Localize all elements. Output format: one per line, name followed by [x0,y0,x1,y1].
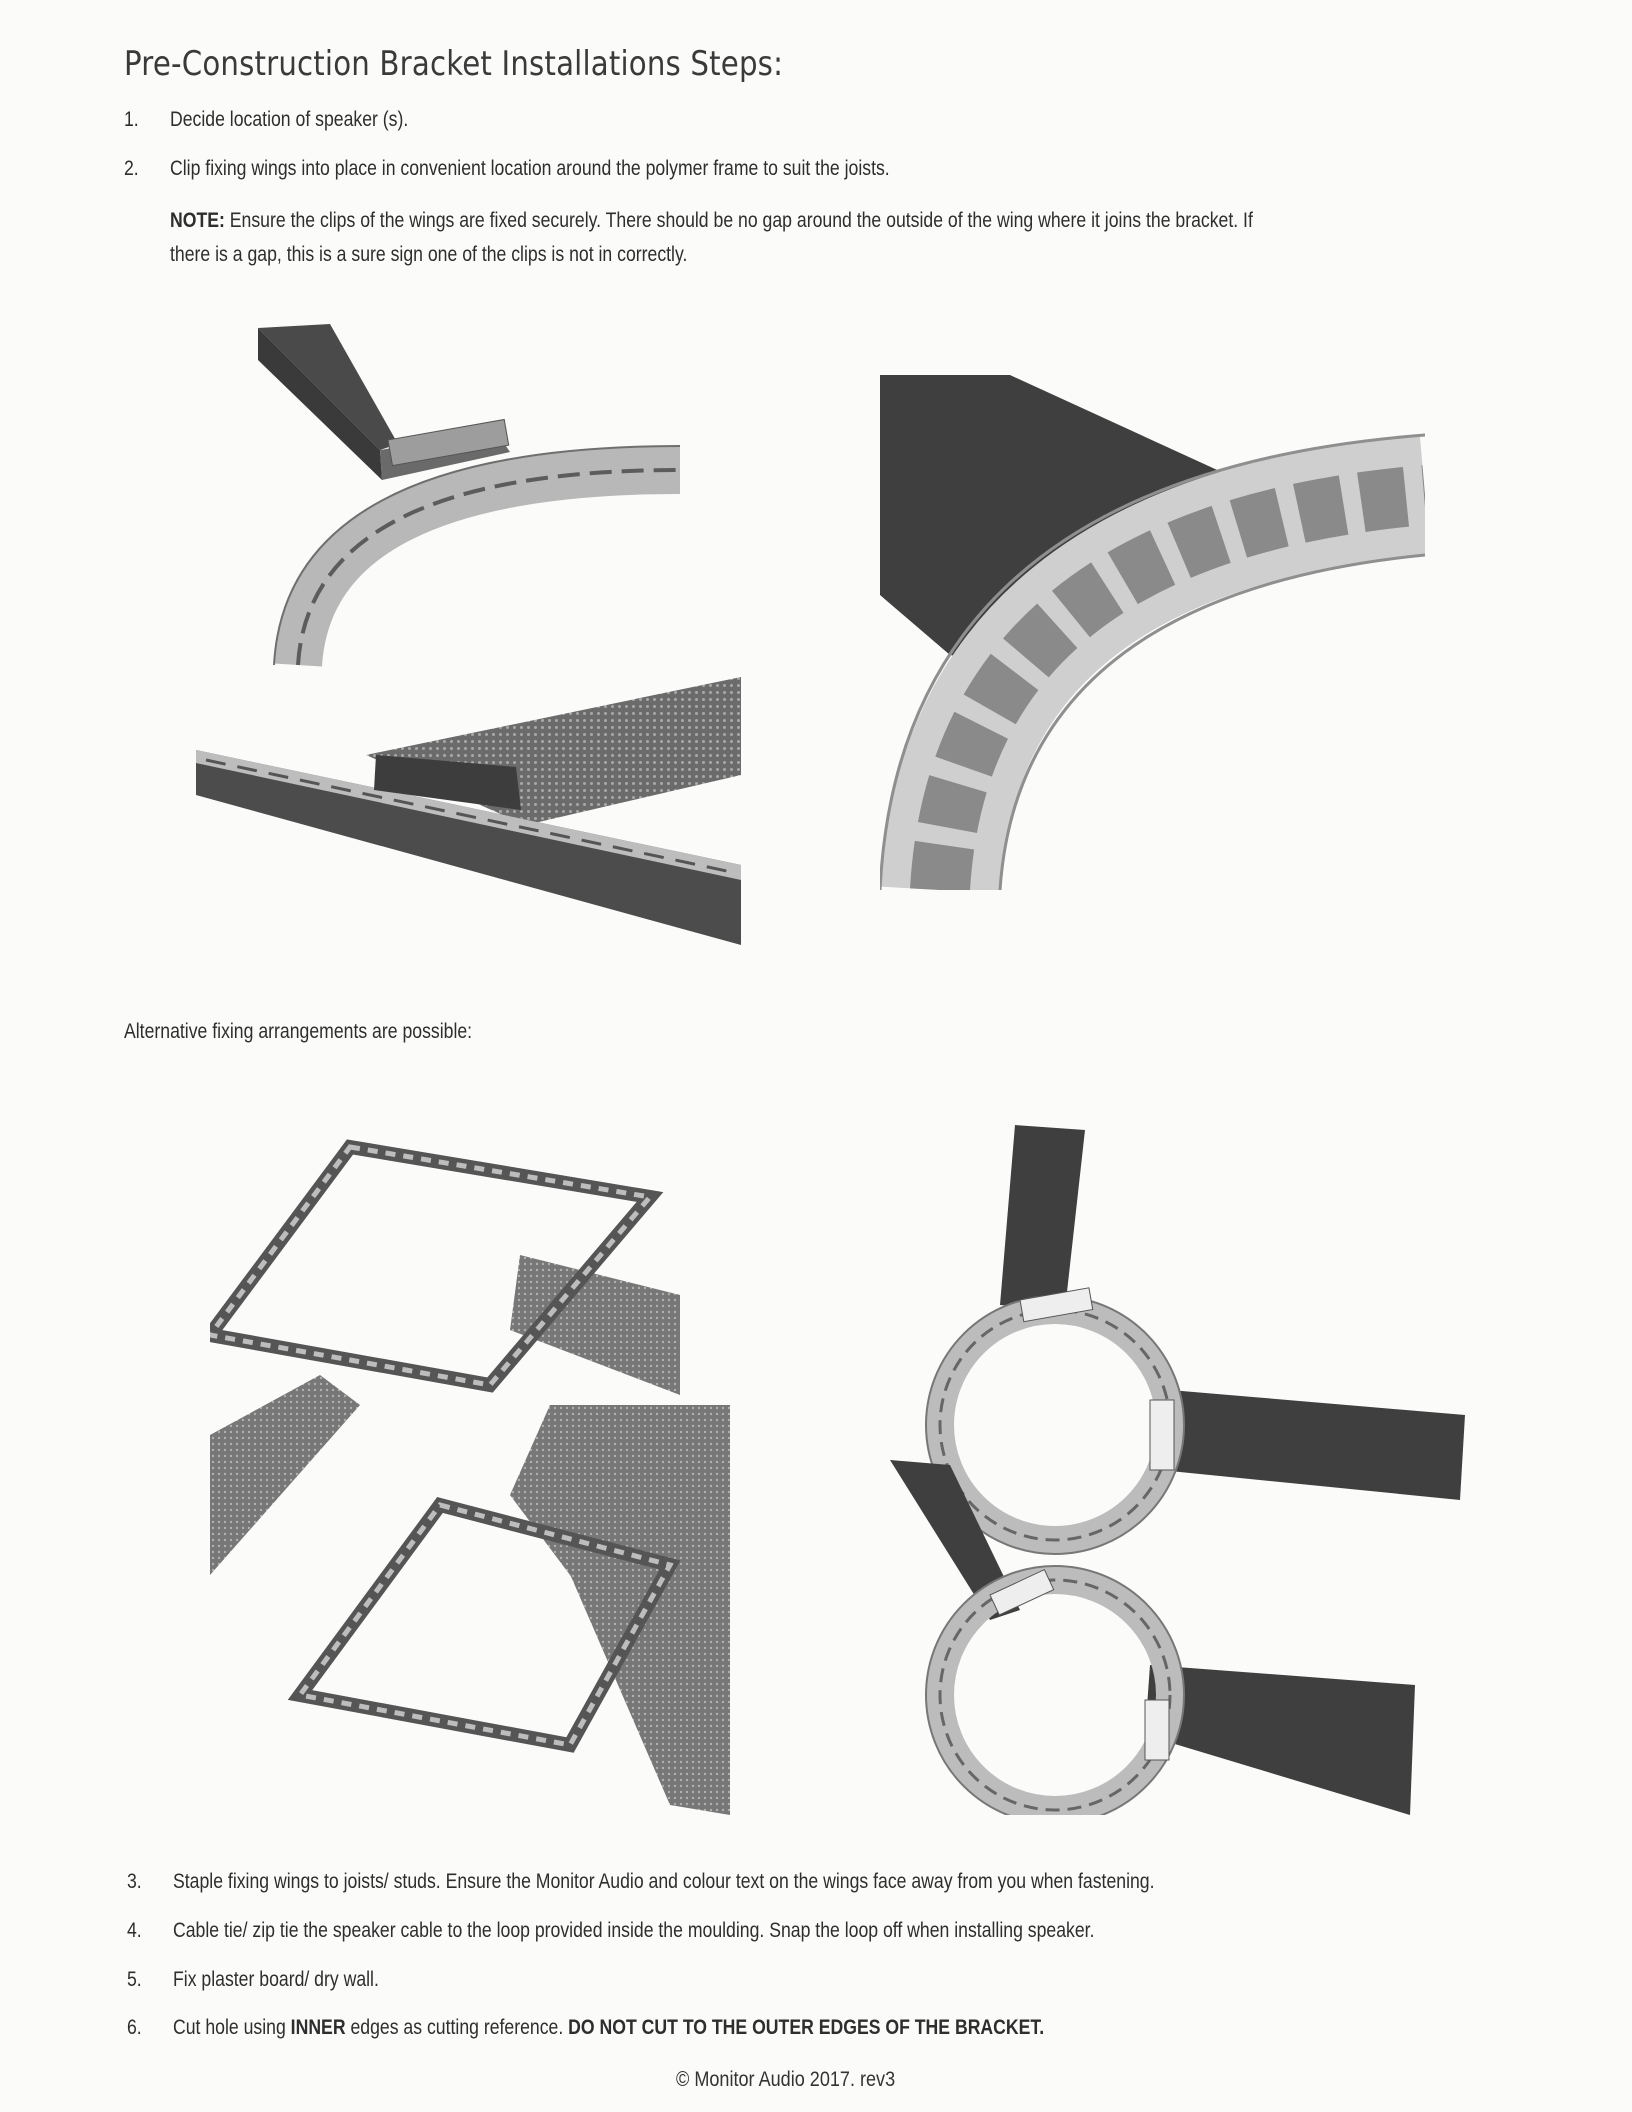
step-5-number: 5. [127,1968,142,1991]
step-2-text: Clip fixing wings into place in convenient location around the polymer frame to suit the joists. [170,157,890,180]
wing-clip-closeup-illustration [880,375,1425,890]
step-5-text: Fix plaster board/ dry wall. [173,1968,379,1991]
step-1-text: Decide location of speaker (s). [170,108,409,131]
wing-clip-curved-illustration [250,320,680,670]
step-3-number: 3. [127,1870,142,1893]
round-bracket-illustration [880,1125,1480,1815]
note-block [170,204,1354,272]
copyright-footer: © Monitor Audio 2017. rev3 [676,2068,896,2091]
step-4-text: Cable tie/ zip tie the speaker cable to the loop provided inside the moulding. Snap the loop off when installing speaker. [173,1919,1095,1942]
note-label: NOTE: [170,209,225,232]
wing-clip-straight-illustration [196,675,741,950]
step-6-text [173,2016,1044,2040]
step-6-pre: Cut hole using [173,2016,291,2039]
step-2-number: 2. [124,157,139,180]
step-3-text: Staple fixing wings to joists/ studs. Ensure the Monitor Audio and colour text on the wings face away from you when fastening. [173,1870,1155,1893]
note-line-2: there is a gap, this is a sure sign one of the clips is not in correctly. [170,243,688,266]
rectangular-bracket-illustration [210,1135,740,1825]
step-4-number: 4. [127,1919,142,1942]
step-1-number: 1. [124,108,139,131]
page-title: Pre-Construction Bracket Installations Steps: [124,44,784,84]
step-6-inner: INNER [290,2016,346,2039]
step-6-mid: edges as cutting reference. [345,2016,569,2039]
alternative-text: Alternative fixing arrangements are possible: [124,1020,473,1043]
note-line-1: Ensure the clips of the wings are fixed securely. There should be no gap around the outside of the wing where it joins the bracket. If [229,209,1253,232]
step-6-warning: DO NOT CUT TO THE OUTER EDGES OF THE BRACKET. [568,2016,1045,2039]
step-6-number: 6. [127,2016,142,2039]
